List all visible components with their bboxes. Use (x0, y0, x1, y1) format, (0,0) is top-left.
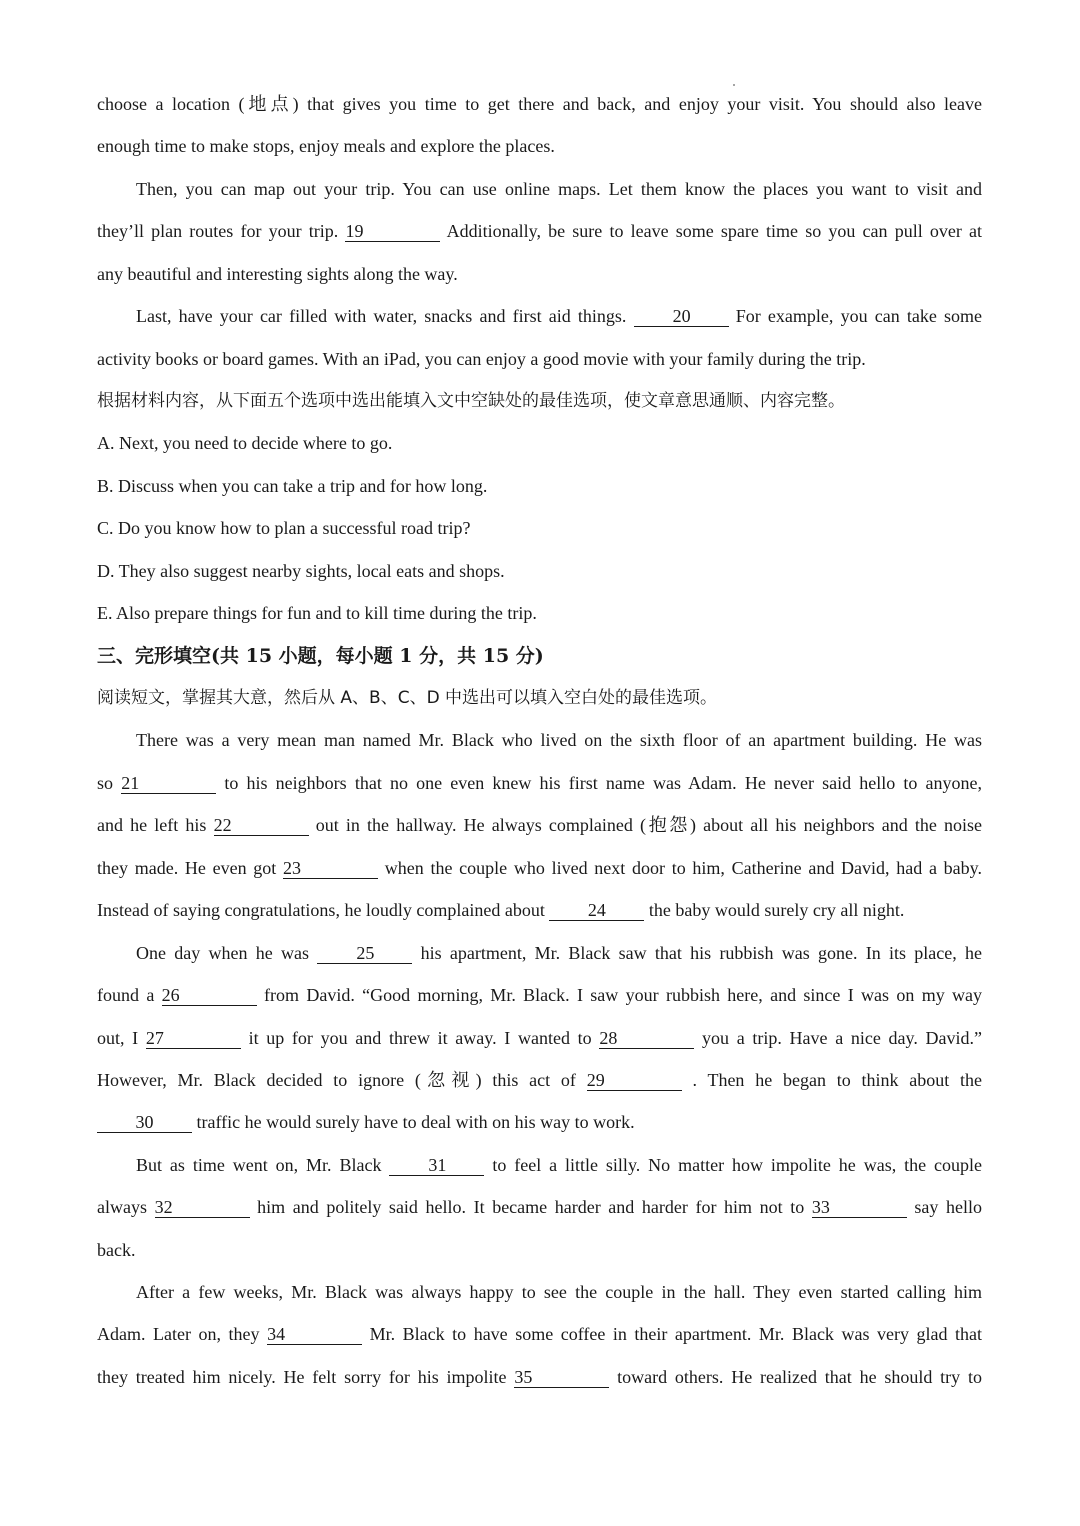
text-span: For example, you can take some (735, 306, 983, 326)
blank-22: 22 (214, 815, 309, 836)
blank-27: 27 (146, 1028, 241, 1049)
text-span: to his neighbors that no one even knew his first name was Adam. He never said hello to anyone, (224, 773, 983, 793)
text-line (97, 974, 982, 1016)
text-line: choose a location (地点) that gives you time to get there and back, and enjoy your visit. You should also leave (97, 94, 982, 114)
text-line (97, 1059, 982, 1101)
text-span: when the couple who lived next door to him, Catherine and David, had a baby. (384, 858, 982, 878)
text-line: activity books or board games. With an iPad, you can enjoy a good movie with your family during the trip. (97, 349, 866, 369)
instruction-cloze: 阅读短文，掌握其大意，然后从 A、B、C、D 中选出可以填入空白处的最佳选项。 (97, 688, 718, 708)
text-span: they made. He even got (97, 858, 277, 878)
text-line (97, 1356, 982, 1398)
text-span: Adam. Later on, they (97, 1324, 260, 1344)
text-span: from David. “Good morning, Mr. Black. I saw your rubbish here, and since I was on my way (264, 985, 983, 1005)
text-line (97, 1144, 982, 1186)
text-span: it up for you and threw it away. I wanted to (248, 1028, 592, 1048)
text-line (97, 1017, 982, 1059)
blank-34: 34 (267, 1324, 362, 1345)
blank-24: 24 (549, 900, 644, 921)
blank-19: 19 (345, 221, 440, 242)
text-span: One day when he was (136, 943, 310, 963)
option-a: A. Next, you need to decide where to go. (97, 433, 393, 453)
text-span: toward others. He realized that he should try to (617, 1367, 982, 1387)
text-line: After a few weeks, Mr. Black was always happy to see the couple in the hall. They even started calling him (136, 1282, 982, 1302)
text-span: Instead of saying congratulations, he loudly complained about (97, 900, 545, 920)
text-line (97, 295, 982, 337)
text-line (97, 210, 982, 252)
text-span: out in the hallway. He always complained (抱怨) about all his neighbors and the noise (315, 815, 983, 835)
blank-26: 26 (162, 985, 257, 1006)
blank-31: 31 (389, 1155, 484, 1176)
text-span: Last, have your car filled with water, snacks and first aid things. (136, 306, 627, 326)
text-line (97, 889, 982, 931)
text-line: back. (97, 1240, 136, 1260)
text-span: they treated him nicely. He felt sorry for his impolite (97, 1367, 507, 1387)
text-span: say hello (914, 1197, 982, 1217)
text-span: to feel a little silly. No matter how impolite he was, the couple (492, 1155, 983, 1175)
text-line (97, 1313, 982, 1355)
text-span: But as time went on, Mr. Black (136, 1155, 382, 1175)
text-span: Mr. Black to have some coffee in their apartment. Mr. Black was very glad that (369, 1324, 983, 1344)
blank-30: 30 (97, 1112, 192, 1133)
text-span: traffic he would surely have to deal with on his way to work. (196, 1112, 635, 1132)
text-span: him and politely said hello. It became harder and harder for him not to (257, 1197, 805, 1217)
text-line (97, 847, 982, 889)
text-span: However, Mr. Black decided to ignore (忽视) this act of (97, 1070, 576, 1090)
text-line (97, 1186, 982, 1228)
text-span: and he left his (97, 815, 207, 835)
blank-29: 29 (587, 1070, 682, 1091)
blank-32: 32 (155, 1197, 250, 1218)
text-line (97, 1101, 982, 1143)
text-span: so (97, 773, 114, 793)
option-b: B. Discuss when you can take a trip and for how long. (97, 476, 488, 496)
blank-35: 35 (514, 1367, 609, 1388)
option-e: E. Also prepare things for fun and to kill time during the trip. (97, 603, 537, 623)
text-span: the baby would surely cry all night. (648, 900, 905, 920)
text-span: his apartment, Mr. Black saw that his rubbish was gone. In its place, he (420, 943, 983, 963)
option-d: D. They also suggest nearby sights, local eats and shops. (97, 561, 505, 581)
instruction-seven-choice: 根据材料内容，从下面五个选项中选出能填入文中空缺处的最佳选项，使文章意思通顺、内容完整。 (97, 391, 845, 411)
text-line: any beautiful and interesting sights along the way. (97, 264, 458, 284)
text-line: Then, you can map out your trip. You can use online maps. Let them know the places you want to visit and (136, 179, 982, 199)
blank-28: 28 (599, 1028, 694, 1049)
text-span: . Then he began to think about the (692, 1070, 983, 1090)
text-span: you a trip. Have a nice day. David.” (702, 1028, 983, 1048)
blank-23: 23 (283, 858, 378, 879)
text-line: There was a very mean man named Mr. Black who lived on the sixth floor of an apartment building. He was (136, 730, 982, 750)
text-span: always (97, 1197, 147, 1217)
blank-20: 20 (634, 306, 729, 327)
text-line (97, 762, 982, 804)
text-span: they’ll plan routes for your trip. (97, 221, 339, 241)
section-heading: 三、完形填空(共 15 小题，每小题 1 分，共 15 分) (97, 645, 544, 667)
blank-21: 21 (121, 773, 216, 794)
text-line (97, 932, 982, 974)
option-c: C. Do you know how to plan a successful road trip? (97, 518, 471, 538)
text-span: found a (97, 985, 155, 1005)
blank-25: 25 (317, 943, 412, 964)
text-span: Additionally, be sure to leave some spare time so you can pull over at (446, 221, 982, 241)
blank-33: 33 (812, 1197, 907, 1218)
text-span: out, I (97, 1028, 139, 1048)
text-line: enough time to make stops, enjoy meals and explore the places. (97, 136, 555, 156)
text-line (97, 804, 982, 846)
